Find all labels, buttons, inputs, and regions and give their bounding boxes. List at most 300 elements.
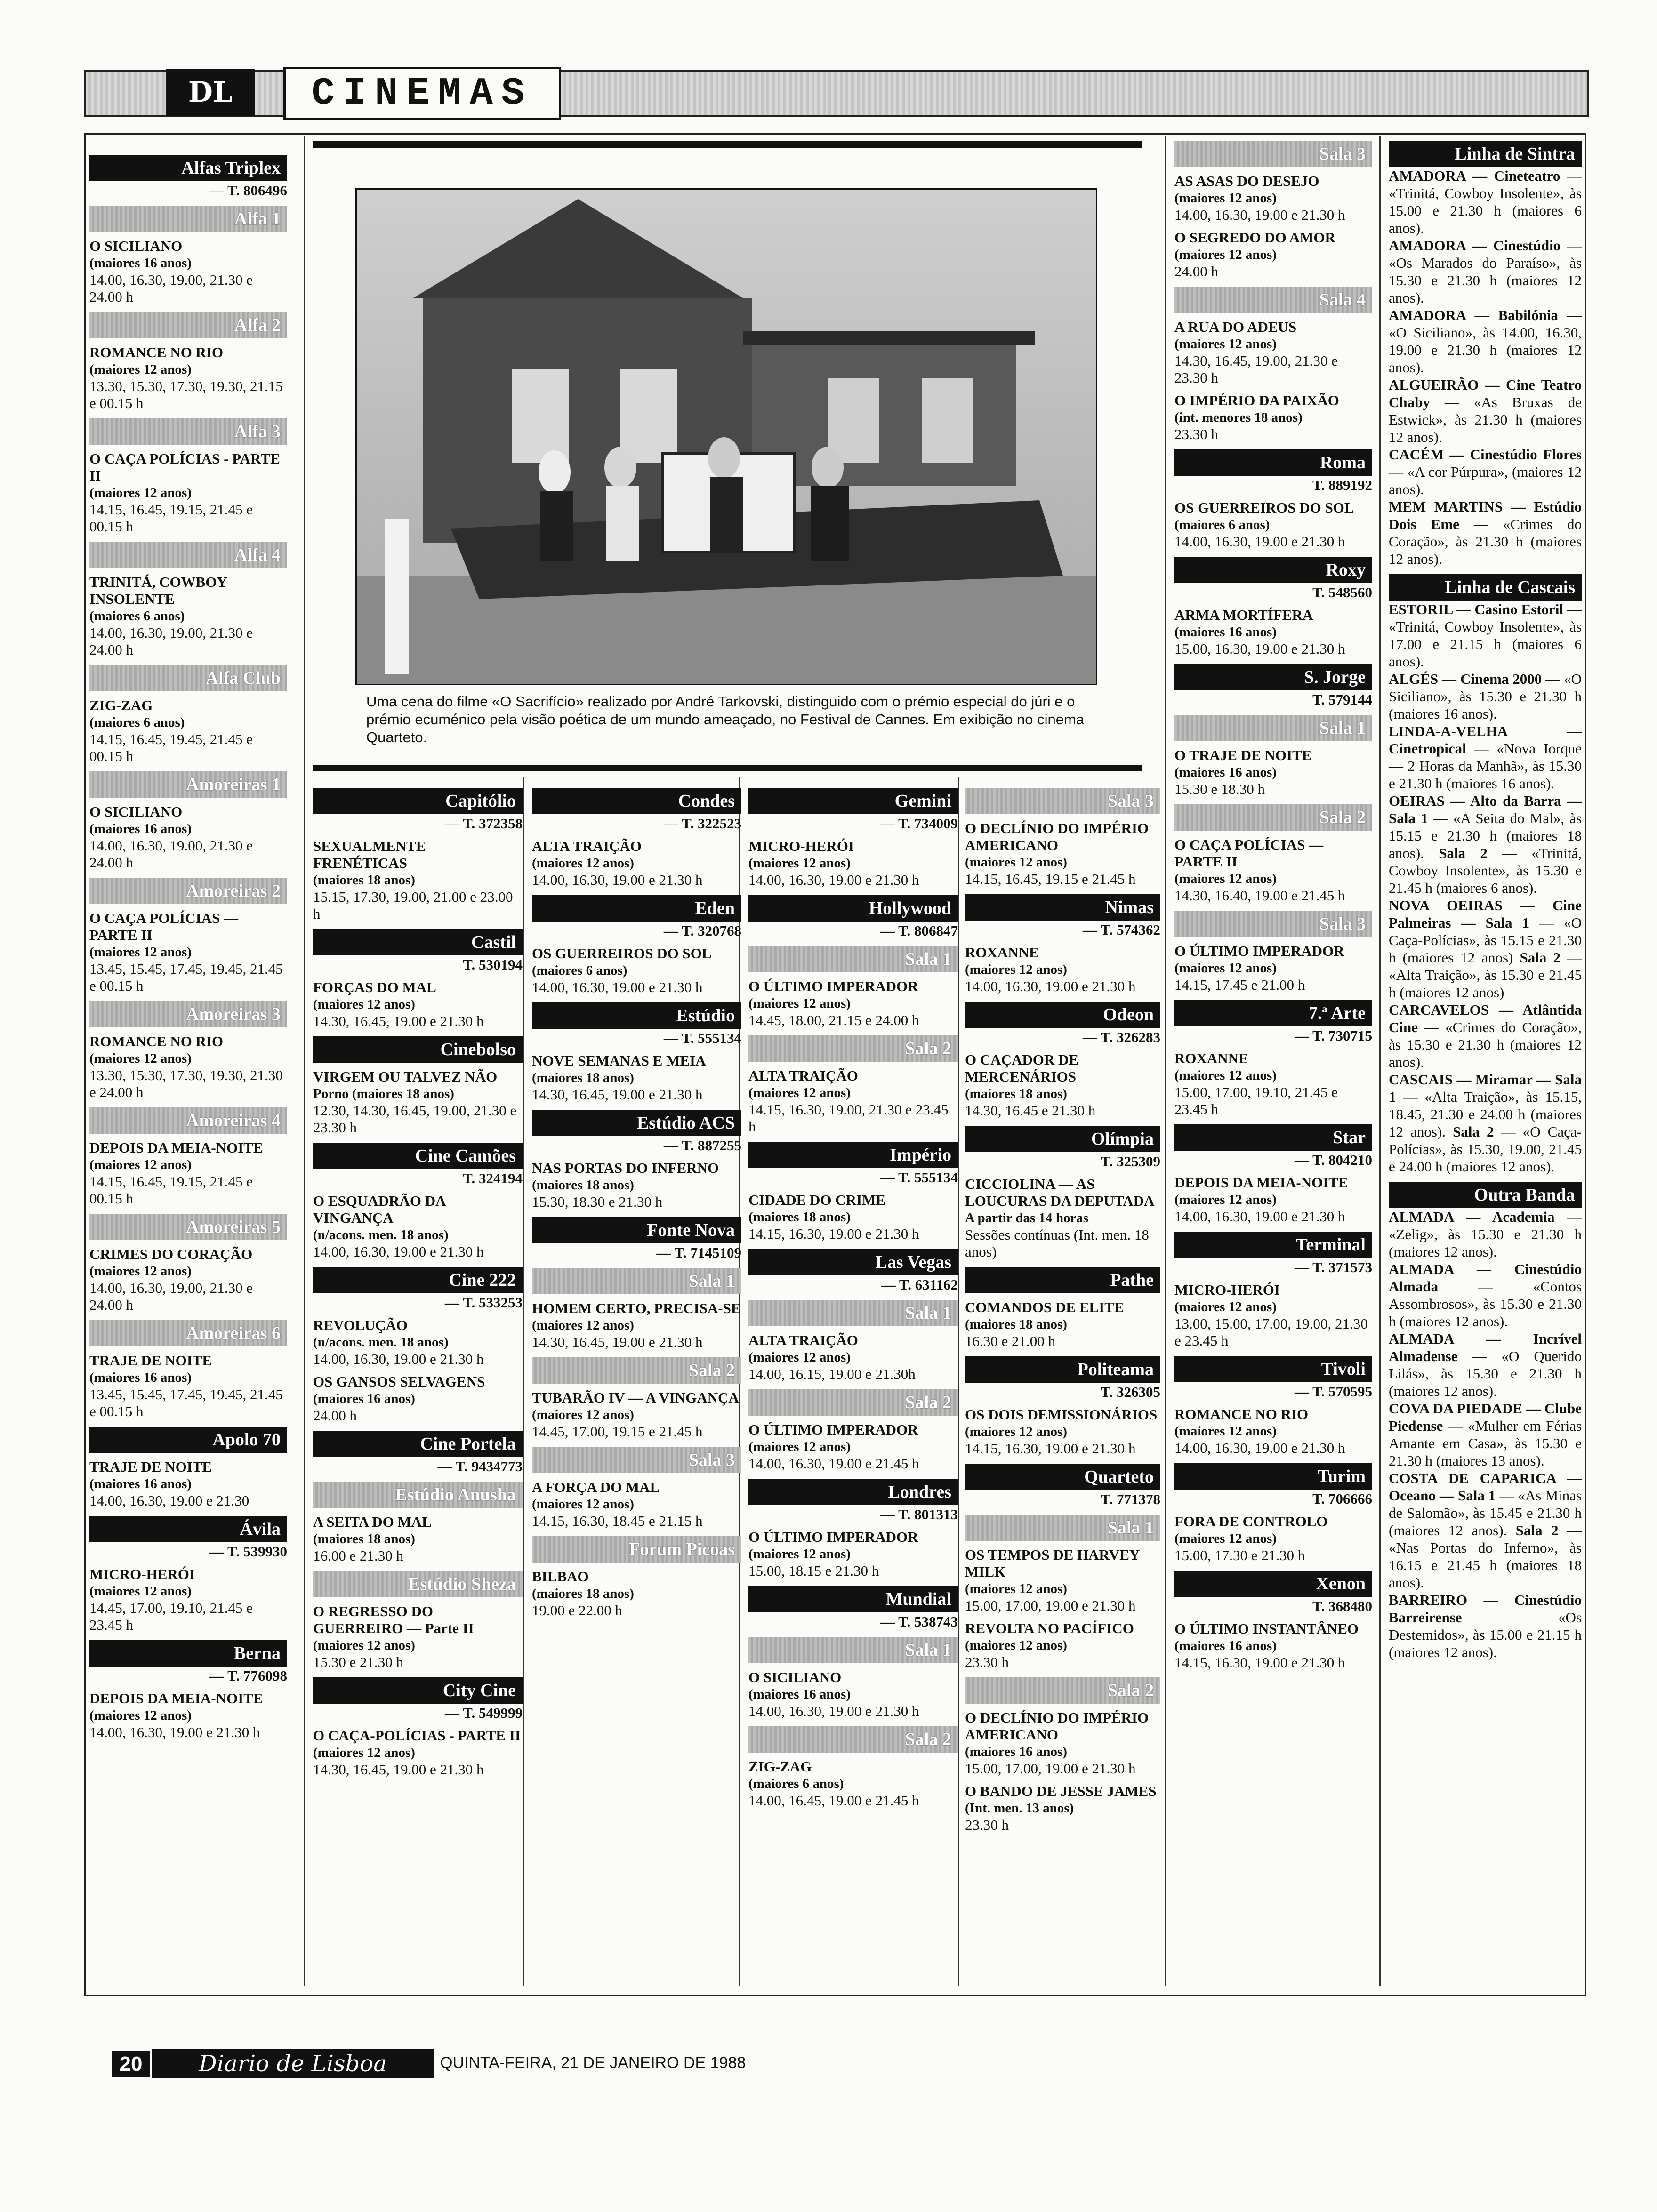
regional-listing: AMADORA — Cineteatro — «Trinitá, Cowboy Insolente», às 15.00 e 21.30 h (maiores 6 anos). <box>1389 168 1582 236</box>
cinema-header: Outra Banda <box>1389 1182 1582 1208</box>
cinema-phone: — T. 631162 <box>881 1276 958 1293</box>
showtimes: 15.00, 17.30 e 21.30 h <box>1174 1547 1305 1563</box>
film-title: O SICILIANO <box>89 803 183 820</box>
film-title: CRIMES DO CORAÇÃO <box>89 1246 253 1262</box>
film-listing <box>313 1514 523 1564</box>
listing-column-4 <box>748 781 958 1809</box>
column-divider <box>958 777 959 1986</box>
film-listing <box>748 1421 958 1472</box>
film-listing <box>89 1566 287 1634</box>
showtimes: 14.00, 16.30, 19.00 e 21.30 h <box>1174 1208 1345 1225</box>
showtimes: 12.30, 14.30, 16.45, 19.00, 21.30 e 23.30 h <box>313 1102 517 1136</box>
film-title: ROMANCE NO RIO <box>1174 1406 1309 1422</box>
film-rating: (maiores 12 anos) <box>1174 191 1277 206</box>
cinema-header: Sala 2 <box>748 1726 958 1753</box>
cinema-header: Apolo 70 <box>89 1427 287 1453</box>
film-rating: (maiores 18 anos) <box>313 873 415 888</box>
film-title: O IMPÉRIO DA PAIXÃO <box>1174 392 1339 409</box>
film-title: ROMANCE NO RIO <box>89 344 224 361</box>
film-rating: (maiores 16 anos) <box>748 1687 851 1702</box>
showtimes: 15.30 e 21.30 h <box>313 1654 404 1670</box>
showtimes: 14.00, 16.30, 19.00 e 21.30 <box>89 1492 249 1509</box>
showtimes: 23.30 h <box>965 1817 1009 1833</box>
film-listing <box>748 1192 958 1242</box>
film-rating: (maiores 16 anos) <box>1174 765 1277 780</box>
cinema-header: Sala 1 <box>748 1637 958 1663</box>
film-rating: (maiores 16 anos) <box>313 1391 415 1406</box>
film-listing <box>532 1052 741 1103</box>
showtimes: 14.00, 16.30, 19.00 e 21.30 h <box>1174 207 1345 223</box>
film-listing <box>1174 1513 1372 1564</box>
cinema-phone: — T. 887255 <box>663 1137 741 1154</box>
film-rating: (maiores 12 anos) <box>89 945 192 960</box>
film-listing <box>89 574 287 658</box>
cinema-header: 7.ª Arte <box>1174 1000 1372 1026</box>
cinema-header: Amoreiras 1 <box>89 771 287 798</box>
cinema-header: Forum Picoas <box>532 1536 741 1563</box>
cinema-header: Sala 3 <box>965 788 1160 814</box>
film-rating: (maiores 12 anos) <box>532 1407 634 1422</box>
issue-date: QUINTA-FEIRA, 21 DE JANEIRO DE 1988 <box>440 2054 746 2072</box>
showtimes: 14.00, 16.30, 19.00 e 21.45 h <box>748 1455 919 1472</box>
film-rating: (n/acons. men. 18 anos) <box>313 1335 449 1350</box>
cinema-header: Sala 3 <box>1174 141 1372 167</box>
showtimes: 14.00, 16.30, 19.00 e 21.30 h <box>748 872 919 888</box>
film-listing <box>1174 607 1372 657</box>
film-rating: (maiores 12 anos) <box>1174 1424 1277 1439</box>
cinema-phone: — T. 734009 <box>880 815 958 832</box>
listing-column-1 <box>89 148 287 1741</box>
cinema-phone: — T. 538743 <box>880 1613 958 1630</box>
film-title: SEXUALMENTE FRENÉTICAS <box>313 838 426 871</box>
cinema-header: Cinebolso <box>313 1036 523 1063</box>
film-listing <box>1174 1620 1372 1671</box>
film-rating: (maiores 12 anos) <box>89 1157 192 1172</box>
film-rating: (maiores 12 anos) <box>313 1745 415 1760</box>
cinema-header: Estúdio <box>532 1002 741 1029</box>
film-listing <box>965 1547 1160 1614</box>
cinema-phone: — T. 549999 <box>444 1705 523 1721</box>
cinema-header: Sala 4 <box>1174 287 1372 313</box>
cinema-header: Tivoli <box>1174 1356 1372 1382</box>
cinema-phone: — T. 371573 <box>1294 1259 1372 1275</box>
film-title: ROXANNE <box>1174 1050 1248 1066</box>
showtimes: 14.00, 16.30, 19.00 e 21.30 h <box>748 1703 919 1719</box>
film-listing <box>1174 943 1372 994</box>
film-still-photo <box>355 188 1097 685</box>
cinema-phone: T. 368480 <box>1312 1598 1372 1614</box>
cinema-phone: — T. 801313 <box>880 1506 958 1523</box>
film-title: O CAÇA POLÍCIAS - PARTE II <box>89 450 280 484</box>
film-rating: (maiores 12 anos) <box>748 996 851 1011</box>
film-rating: (maiores 12 anos) <box>1174 247 1277 262</box>
film-listing <box>532 1160 741 1210</box>
film-listing <box>313 1373 523 1424</box>
showtimes: 14.00, 16.30, 19.00 e 21.30 h <box>313 1351 484 1367</box>
cinema-header: Las Vegas <box>748 1249 958 1275</box>
film-title: FORÇAS DO MAL <box>313 979 436 995</box>
cinema-header: Berna <box>89 1640 287 1667</box>
showtimes: 15.00, 17.00, 19.00 e 21.30 h <box>965 1597 1136 1614</box>
film-rating: (maiores 18 anos) <box>313 1531 415 1547</box>
regional-listing: ALMADA — Academia — «Zelig», às 15.30 e 21.30 h (maiores 12 anos). <box>1389 1209 1582 1260</box>
film-listing <box>89 1459 287 1509</box>
film-rating: (maiores 16 anos) <box>89 821 192 836</box>
film-rating: (maiores 12 anos) <box>532 856 634 871</box>
film-listing <box>748 838 958 889</box>
film-rating: (maiores 16 anos) <box>1174 625 1277 640</box>
film-listing <box>89 910 287 994</box>
film-title: TRINITÁ, COWBOY INSOLENTE <box>89 574 227 607</box>
film-listing <box>748 1669 958 1720</box>
film-rating: (maiores 18 anos) <box>532 1070 634 1085</box>
film-rating: (maiores 12 anos) <box>748 1085 851 1100</box>
film-title: O TRAJE DE NOITE <box>1174 747 1312 763</box>
film-title: O DECLÍNIO DO IMPÉRIO AMERICANO <box>965 820 1149 853</box>
cinema-header: Alfa Club <box>89 665 287 691</box>
listing-column-2 <box>313 781 523 1778</box>
film-title: A SEITA DO MAL <box>313 1514 432 1530</box>
film-title: OS TEMPOS DE HARVEY MILK <box>965 1547 1140 1580</box>
film-listing <box>313 979 523 1030</box>
film-listing <box>1174 392 1372 443</box>
regional-listing: LINDA-A-VELHA — Cinetropical — «Nova Iorque — 2 Horas da Manhã», às 15.30 e 21.30 h (maiores 16 anos). <box>1389 723 1582 792</box>
film-listing <box>1174 747 1372 798</box>
regional-listing: ALMADA — Incrível Almadense — «O Querido Lilás», às 15.30 e 21.30 h (maiores 12 anos). <box>1389 1330 1582 1399</box>
film-listing <box>313 1603 523 1671</box>
film-listing <box>313 1193 523 1260</box>
film-listing <box>89 1033 287 1101</box>
film-rating: (maiores 12 anos) <box>313 1638 415 1653</box>
film-listing <box>89 344 287 412</box>
film-listing <box>89 450 287 535</box>
film-title: ARMA MORTÍFERA <box>1174 607 1313 623</box>
film-listing <box>89 1139 287 1207</box>
film-rating: (maiores 12 anos) <box>1174 1299 1277 1314</box>
showtimes: 15.00, 18.15 e 21.30 h <box>748 1563 879 1579</box>
column-divider <box>523 777 524 1986</box>
cinema-header: Londres <box>748 1479 958 1505</box>
film-rating: (maiores 6 anos) <box>748 1776 844 1791</box>
film-rating: (maiores 12 anos) <box>89 1264 192 1279</box>
listing-column-5 <box>965 781 1160 1834</box>
film-title: VIRGEM OU TALVEZ NÃO <box>313 1068 498 1085</box>
cinema-phone: — T. 322523 <box>663 815 741 832</box>
film-listing <box>965 1299 1160 1350</box>
regional-listing: ALGÉS — Cinema 2000 — «O Siciliano», às 15.30 e 21.30 h (maiores 16 anos). <box>1389 671 1582 722</box>
cinema-phone: — T. 570595 <box>1294 1383 1372 1400</box>
showtimes: 15.15, 17.30, 19.00, 21.00 e 23.00 h <box>313 889 513 922</box>
cinema-phone: T. 548560 <box>1312 584 1372 601</box>
film-title: O BANDO DE JESSE JAMES <box>965 1783 1157 1799</box>
film-listing <box>965 1783 1160 1834</box>
cinema-header: Sala 1 <box>532 1268 741 1294</box>
film-rating: (maiores 6 anos) <box>1174 517 1270 532</box>
listing-column-7 <box>1389 134 1582 1661</box>
showtimes: 15.30 e 18.30 h <box>1174 781 1265 797</box>
cinema-header: Alfas Triplex <box>89 155 287 181</box>
film-listing <box>748 1332 958 1383</box>
cinema-header: Cine Portela <box>313 1431 523 1457</box>
regional-listing: CASCAIS — Miramar — Sala 1 — «Alta Traição», às 15.15, 18.45, 21.30 e 24.00 h (maiores 12 anos). Sala 2 — «O Caça-Polícias», às 15.30, 19.00, 21.45 e 24.00 h (maiores 12 anos). <box>1389 1071 1582 1175</box>
showtimes: 15.00, 17.00, 19.00 e 21.30 h <box>965 1760 1136 1777</box>
cinema-phone: — T. 7145109 <box>656 1244 741 1261</box>
film-rating: (maiores 12 anos) <box>748 1547 851 1562</box>
film-title: TUBARÃO IV — A VINGANÇA <box>532 1389 739 1406</box>
cinema-phone: T. 530194 <box>463 956 523 973</box>
showtimes: 14.00, 16.30, 19.00 e 21.30 h <box>532 872 703 888</box>
cinema-phone: — T. 326283 <box>1082 1029 1160 1045</box>
cinema-phone: T. 706666 <box>1312 1491 1372 1507</box>
film-listing <box>532 838 741 889</box>
cinema-phone: — T. 9434773 <box>437 1458 523 1475</box>
film-rating: (maiores 12 anos) <box>965 962 1067 977</box>
showtimes: 14.30, 16.45, 19.00 e 21.30 h <box>313 1761 484 1778</box>
regional-listing: BARREIRO — Cinestúdio Barreirense — «Os Destemidos», às 15.00 e 21.15 h (maiores 12 anos). <box>1389 1592 1582 1660</box>
cinema-header: Amoreiras 4 <box>89 1107 287 1134</box>
film-rating: (maiores 16 anos) <box>89 1476 192 1491</box>
regional-listing: COSTA DE CAPARICA — Oceano — Sala 1 — «As Minas de Salomão», às 15.45 e 21.30 h (maiores 12 anos). Sala 2 — «Nas Portas do Inferno», às 16.15 e 21.45 h (maiores 18 anos). <box>1389 1470 1582 1591</box>
film-listing <box>89 697 287 765</box>
cinema-header: Castil <box>313 929 523 955</box>
film-title: OS DOIS DEMISSIONÁRIOS <box>965 1406 1158 1423</box>
showtimes: 14.30, 16.45 e 21.30 h <box>965 1102 1096 1119</box>
cinema-header: Sala 2 <box>748 1035 958 1062</box>
film-rating: (maiores 12 anos) <box>1174 871 1277 886</box>
regional-listing: CACÉM — Cinestúdio Flores — «A cor Púrpura», (maiores 12 anos). <box>1389 446 1582 497</box>
cinema-header: Linha de Sintra <box>1389 141 1582 167</box>
film-title: MICRO-HERÓI <box>1174 1282 1280 1298</box>
film-listing <box>965 820 1160 888</box>
film-rating: (maiores 12 anos) <box>965 1581 1067 1596</box>
film-rating: (maiores 12 anos) <box>89 1584 192 1599</box>
section-banner <box>84 70 1589 117</box>
cinema-header: Star <box>1174 1124 1372 1151</box>
film-title: DEPOIS DA MEIA-NOITE <box>89 1690 263 1707</box>
cinema-phone: — T. 555134 <box>663 1030 741 1046</box>
showtimes: 14.15, 16.30, 18.45 e 21.15 h <box>532 1513 703 1529</box>
cinema-header: Fonte Nova <box>532 1217 741 1243</box>
film-listing <box>1174 173 1372 224</box>
film-rating: (n/acons. men. 18 anos) <box>313 1227 449 1242</box>
film-listing <box>313 1317 523 1368</box>
showtimes: 13.30, 15.30, 17.30, 19.30, 21.15 e 00.15 h <box>89 378 283 411</box>
cinema-header: Odeon <box>965 1002 1160 1028</box>
listing-column-6 <box>1174 134 1372 1671</box>
film-title: ALTA TRAIÇÃO <box>532 838 642 854</box>
cinema-header: Amoreiras 5 <box>89 1214 287 1240</box>
film-rating: (maiores 12 anos) <box>89 1708 192 1723</box>
film-title: REVOLUÇÃO <box>313 1317 408 1333</box>
showtimes: 14.00, 16.30, 19.00, 21.30 e 24.00 h <box>89 1280 253 1313</box>
cinema-header: Sala 1 <box>748 1300 958 1326</box>
film-listing <box>965 1620 1160 1671</box>
cinema-header: Gemini <box>748 788 958 814</box>
film-title: A RUA DO ADEUS <box>1174 319 1297 335</box>
cinema-header: Alfa 2 <box>89 312 287 338</box>
showtimes: 14.45, 17.00, 19.15 e 21.45 h <box>532 1423 703 1440</box>
photo-top-rule <box>313 141 1142 148</box>
film-listing <box>89 1352 287 1420</box>
cinema-header: Pathe <box>965 1267 1160 1293</box>
showtimes: 14.00, 16.30, 19.00, 21.30 e 24.00 h <box>89 837 253 871</box>
cinema-header: Ávila <box>89 1516 287 1542</box>
cinema-phone: — T. 806496 <box>209 182 287 199</box>
showtimes: 16.30 e 21.00 h <box>965 1333 1056 1349</box>
film-rating: (maiores 6 anos) <box>89 609 185 624</box>
film-rating: (maiores 12 anos) <box>89 362 192 377</box>
listing-column-3 <box>532 781 741 1619</box>
film-rating: (maiores 12 anos) <box>965 1638 1067 1653</box>
film-title: O CAÇA POLÍCIAS — PARTE II <box>89 910 239 943</box>
film-listing <box>532 1568 741 1619</box>
film-listing <box>1174 319 1372 386</box>
film-title: COMANDOS DE ELITE <box>965 1299 1124 1315</box>
film-title: MICRO-HERÓI <box>89 1566 195 1582</box>
showtimes: 13.30, 15.30, 17.30, 19.30, 21.30 e 24.00 h <box>89 1067 283 1100</box>
showtimes: 23.30 h <box>965 1654 1009 1670</box>
film-rating: (maiores 6 anos) <box>532 963 627 978</box>
film-title: A FORÇA DO MAL <box>532 1479 660 1495</box>
cinema-phone: — T. 555134 <box>880 1169 958 1186</box>
film-rating: (maiores 12 anos) <box>1174 1068 1277 1083</box>
film-listing <box>89 1246 287 1314</box>
section-title: CINEMAS <box>283 67 561 120</box>
film-listing <box>313 1727 523 1778</box>
regional-listing: ESTORIL — Casino Estoril — «Trinitá, Cowboy Insolente», às 17.00 e 21.15 h (maiores 6 anos). <box>1389 601 1582 670</box>
film-title: HOMEM CERTO, PRECISA-SE <box>532 1300 741 1316</box>
film-listing <box>1174 1174 1372 1225</box>
film-title: DEPOIS DA MEIA-NOITE <box>1174 1174 1348 1191</box>
showtimes: 14.15, 16.30, 19.00 e 21.30 h <box>748 1226 919 1242</box>
film-listing <box>1174 1050 1372 1118</box>
showtimes: 14.00, 16.30, 19.00 e 21.30 h <box>89 1724 260 1740</box>
film-rating: (maiores 12 anos) <box>532 1497 634 1512</box>
film-rating: A partir das 14 horas <box>965 1210 1089 1226</box>
film-rating: (maiores 12 anos) <box>965 855 1067 870</box>
showtimes: 14.00, 16.30, 19.00 e 21.30 h <box>1174 1440 1345 1456</box>
showtimes: 14.30, 16.45, 19.00 e 21.30 h <box>532 1086 703 1103</box>
showtimes: 14.45, 17.00, 19.10, 21.45 e 23.45 h <box>89 1600 253 1633</box>
film-title: O CAÇA-POLÍCIAS - PARTE II <box>313 1727 521 1744</box>
showtimes: 14.00, 16.15, 19.00 e 21.30h <box>748 1366 916 1382</box>
showtimes: 14.15, 16.45, 19.15, 21.45 e 00.15 h <box>89 1173 253 1207</box>
cinema-header: Roma <box>1174 449 1372 476</box>
cinema-header: Amoreiras 2 <box>89 878 287 904</box>
cinema-header: Eden <box>532 895 741 922</box>
film-title: ALTA TRAIÇÃO <box>748 1067 858 1084</box>
film-rating: (maiores 12 anos) <box>1174 337 1277 352</box>
film-listing <box>965 1176 1160 1260</box>
film-listing <box>748 1067 958 1135</box>
house-scene-illustration <box>357 190 1096 684</box>
film-title: O CAÇA POLÍCIAS — PARTE II <box>1174 836 1324 870</box>
film-rating: Porno (maiores 18 anos) <box>313 1086 454 1101</box>
cinema-header: Estúdio Sheza <box>313 1571 523 1597</box>
film-rating: (Int. men. 13 anos) <box>965 1801 1074 1816</box>
cinema-header: Condes <box>532 788 741 814</box>
film-title: O SICILIANO <box>748 1669 842 1685</box>
cinema-phone: — T. 539930 <box>209 1543 287 1560</box>
showtimes: 14.15, 16.30, 19.00, 21.30 e 23.45 h <box>748 1101 949 1135</box>
film-title: NOVE SEMANAS E MEIA <box>532 1052 706 1069</box>
film-listing <box>1174 499 1372 550</box>
film-rating: (maiores 12 anos) <box>89 485 192 500</box>
film-listing <box>532 1300 741 1351</box>
film-rating: (maiores 12 anos) <box>748 1439 851 1454</box>
cinema-header: Estúdio ACS <box>532 1110 741 1136</box>
cinema-header: Politeama <box>965 1356 1160 1383</box>
cinema-header: Sala 2 <box>1174 804 1372 831</box>
cinema-header: Sala 2 <box>965 1677 1160 1704</box>
film-title: O CAÇADOR DE MERCENÁRIOS <box>965 1051 1079 1085</box>
film-listing <box>748 1758 958 1809</box>
film-title: REVOLTA NO PACÍFICO <box>965 1620 1134 1636</box>
cinema-phone: — T. 776098 <box>209 1667 287 1684</box>
cinema-header: Xenon <box>1174 1571 1372 1597</box>
film-title: AS ASAS DO DESEJO <box>1174 173 1319 189</box>
showtimes: 14.00, 16.30, 19.00, 21.30 e 24.00 h <box>89 625 253 658</box>
cinema-header: S. Jorge <box>1174 664 1372 690</box>
film-title: O REGRESSO DO GUERREIRO — Parte II <box>313 1603 474 1636</box>
cinema-header: Capitólio <box>313 788 523 814</box>
cinema-header: Nimas <box>965 894 1160 921</box>
regional-listing: COVA DA PIEDADE — Clube Piedense — «Mulher em Férias Amante em Casa», às 15.30 e 21.30 h (maiores 13 anos). <box>1389 1400 1582 1469</box>
cinema-phone: T. 889192 <box>1312 477 1372 493</box>
paper-name: Diario de Lisboa <box>152 2049 434 2078</box>
film-rating: (maiores 12 anos) <box>1174 961 1277 976</box>
cinema-header: Linha de Cascais <box>1389 574 1582 601</box>
film-listing <box>1174 229 1372 280</box>
film-listing <box>965 1709 1160 1777</box>
regional-listing: MEM MARTINS — Estúdio Dois Eme — «Crimes do Coração», às 21.30 h (maiores 12 anos). <box>1389 498 1582 567</box>
film-title: ALTA TRAIÇÃO <box>748 1332 858 1348</box>
film-title: CIDADE DO CRIME <box>748 1192 886 1208</box>
film-rating: (maiores 16 anos) <box>965 1744 1067 1759</box>
film-rating: (maiores 16 anos) <box>89 1370 192 1385</box>
film-rating: (maiores 12 anos) <box>89 1051 192 1066</box>
cinema-header: Sala 1 <box>965 1515 1160 1541</box>
film-listing <box>1174 1282 1372 1349</box>
showtimes: 14.45, 18.00, 21.15 e 24.00 h <box>748 1012 919 1028</box>
film-listing <box>532 1479 741 1530</box>
film-rating: (maiores 12 anos) <box>313 997 415 1012</box>
film-listing <box>89 238 287 305</box>
cinema-header: Quarteto <box>965 1464 1160 1490</box>
cinema-header: Olímpia <box>965 1126 1160 1152</box>
film-title: DEPOIS DA MEIA-NOITE <box>89 1139 263 1156</box>
regional-listing: ALGUEIRÃO — Cine Teatro Chaby — «As Bruxas de Estwick», às 21.30 h (maiores 12 anos). <box>1389 377 1582 445</box>
cinema-header: Amoreiras 3 <box>89 1001 287 1027</box>
film-title: O ÚLTIMO IMPERADOR <box>748 1421 918 1438</box>
cinema-header: Estúdio Anusha <box>313 1482 523 1508</box>
cinema-phone: T. 325309 <box>1101 1153 1160 1170</box>
cinema-header: Sala 2 <box>532 1357 741 1384</box>
film-rating: (maiores 18 anos) <box>965 1086 1067 1101</box>
cinema-header: Hollywood <box>748 895 958 922</box>
showtimes: 14.00, 16.30, 19.00 e 21.30 h <box>965 978 1136 994</box>
film-listing <box>313 838 523 922</box>
showtimes: 15.00, 16.30, 19.00 e 21.30 h <box>1174 641 1345 657</box>
film-listing <box>89 803 287 871</box>
showtimes: 13.00, 15.00, 17.00, 19.00, 21.30 e 23.45 h <box>1174 1315 1368 1349</box>
cinema-phone: T. 771378 <box>1101 1491 1160 1507</box>
showtimes: 14.00, 16.30, 19.00 e 21.30 h <box>1174 533 1345 550</box>
film-rating: (maiores 12 anos) <box>1174 1192 1277 1207</box>
showtimes: Sessões contínuas (Int. men. 18 anos) <box>965 1226 1149 1260</box>
cinema-header: Mundial <box>748 1586 958 1612</box>
photo-caption: Uma cena do filme «O Sacrifício» realizado por André Tarkovski, distinguido com o prémio especial do júri e o prémio ecuménico pela visão poética de um mundo ameaçado, no Festival de Cannes. Em exibição no cinema Quarteto. <box>366 693 1085 745</box>
